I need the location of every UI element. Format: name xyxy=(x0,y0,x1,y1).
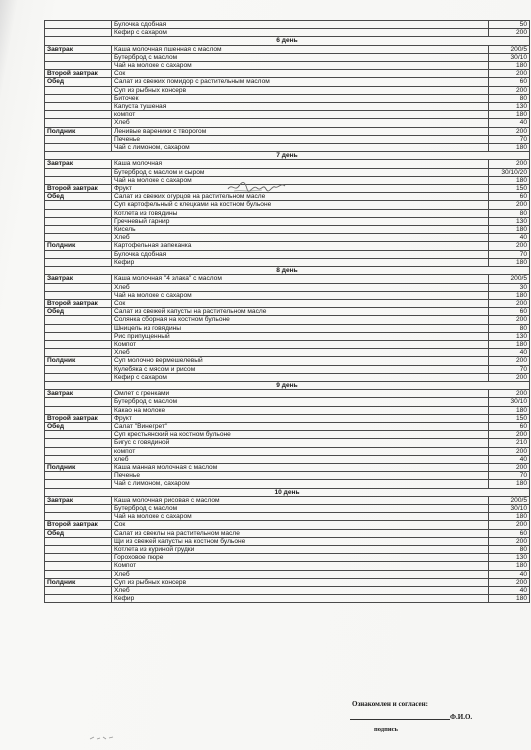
portion-cell: 180 xyxy=(489,62,530,70)
dish-cell: Гречневый гарнир xyxy=(112,217,489,225)
dish-cell: Суп из рыбных консерв xyxy=(112,578,489,586)
portion-cell: 200 xyxy=(489,537,530,545)
dish-cell: Салат из свежих огурцов на растительном масле xyxy=(112,193,489,201)
portion-cell: 180 xyxy=(489,406,530,414)
dish-cell: хлеб xyxy=(112,455,489,463)
menu-row xyxy=(45,422,530,430)
dish-cell: Капуста тушеная xyxy=(112,103,489,111)
dish-cell: Биточек xyxy=(112,94,489,102)
portion-cell: 200 xyxy=(489,578,530,586)
portion-cell: 70 xyxy=(489,250,530,258)
meal-cell xyxy=(45,373,112,381)
meal-cell: Второй завтрак xyxy=(45,521,112,529)
dish-cell: Чай на молоке с сахаром xyxy=(112,513,489,521)
menu-row xyxy=(45,480,530,488)
meal-cell: Полдник xyxy=(45,357,112,365)
menu-row xyxy=(45,447,530,455)
portion-cell: 150 xyxy=(489,185,530,193)
meal-cell: Завтрак xyxy=(45,45,112,53)
meal-cell xyxy=(45,21,112,29)
dish-cell: Булочка сдобная xyxy=(112,250,489,258)
fio-label: Ф.И.О. xyxy=(450,713,473,721)
menu-row xyxy=(45,308,530,316)
portion-cell: 40 xyxy=(489,119,530,127)
dish-cell: Бутерброд с маслом xyxy=(112,53,489,61)
portion-cell: 180 xyxy=(489,144,530,152)
menu-row xyxy=(45,86,530,94)
portion-cell: 180 xyxy=(489,340,530,348)
portion-cell: 60 xyxy=(489,193,530,201)
acknowledgement-label: Ознакомлен и согласен: xyxy=(352,700,428,708)
portion-cell: 60 xyxy=(489,529,530,537)
menu-row xyxy=(45,119,530,127)
menu-row xyxy=(45,299,530,307)
portion-cell: 70 xyxy=(489,472,530,480)
dish-cell: Солянка сборная на костном бульоне xyxy=(112,316,489,324)
day-header-row xyxy=(45,381,530,389)
dish-cell: Хлеб xyxy=(112,570,489,578)
dish-cell: Бутерброд с маслом xyxy=(112,398,489,406)
menu-row xyxy=(45,242,530,250)
dish-cell: Какао на молоке xyxy=(112,406,489,414)
meal-cell xyxy=(45,217,112,225)
menu-row xyxy=(45,546,530,554)
meal-cell xyxy=(45,472,112,480)
dish-cell: компот xyxy=(112,111,489,119)
portion-cell: 130 xyxy=(489,332,530,340)
portion-cell: 200 xyxy=(489,316,530,324)
meal-cell xyxy=(45,398,112,406)
menu-row xyxy=(45,513,530,521)
dish-cell: Ленивые вареники с творогом xyxy=(112,127,489,135)
dish-cell: Печенье xyxy=(112,135,489,143)
dish-cell: Чай с лимоном, сахаром xyxy=(112,480,489,488)
meal-cell xyxy=(45,201,112,209)
dish-cell: Чай на молоке с сахаром xyxy=(112,291,489,299)
menu-row xyxy=(45,537,530,545)
dish-cell: Салат из свежей капусты на растительном масле xyxy=(112,308,489,316)
meal-cell xyxy=(45,447,112,455)
portion-cell: 180 xyxy=(489,258,530,266)
portion-cell: 200 xyxy=(489,431,530,439)
portion-cell: 180 xyxy=(489,513,530,521)
portion-cell: 210 xyxy=(489,439,530,447)
portion-cell: 200 xyxy=(489,127,530,135)
portion-cell: 180 xyxy=(489,176,530,184)
dish-cell: Фрукт xyxy=(112,185,489,193)
day-header: 6 день xyxy=(45,37,530,45)
day-header: 9 день xyxy=(45,381,530,389)
menu-row xyxy=(45,562,530,570)
dish-cell: Суп молочно вермешелевый xyxy=(112,357,489,365)
portion-cell: 130 xyxy=(489,554,530,562)
menu-row xyxy=(45,554,530,562)
meal-cell: Полдник xyxy=(45,127,112,135)
meal-cell xyxy=(45,595,112,603)
portion-cell: 70 xyxy=(489,135,530,143)
day-header-row xyxy=(45,37,530,45)
portion-cell: 30/10 xyxy=(489,504,530,512)
menu-row xyxy=(45,357,530,365)
menu-row xyxy=(45,504,530,512)
menu-row xyxy=(45,94,530,102)
ink-smudge xyxy=(88,733,118,743)
meal-cell: Завтрак xyxy=(45,160,112,168)
menu-row xyxy=(45,62,530,70)
meal-cell xyxy=(45,365,112,373)
dish-cell: Кисель xyxy=(112,226,489,234)
menu-table xyxy=(44,20,530,603)
portion-cell: 80 xyxy=(489,94,530,102)
meal-cell xyxy=(45,86,112,94)
portion-cell: 30/10 xyxy=(489,53,530,61)
portion-cell: 50 xyxy=(489,21,530,29)
portion-cell: 200/5 xyxy=(489,275,530,283)
menu-row xyxy=(45,144,530,152)
dish-cell: Чай на молоке с сахаром xyxy=(112,176,489,184)
meal-cell: Завтрак xyxy=(45,275,112,283)
meal-cell: Обед xyxy=(45,193,112,201)
portion-cell: 40 xyxy=(489,349,530,357)
meal-cell: Завтрак xyxy=(45,390,112,398)
portion-cell: 130 xyxy=(489,103,530,111)
portion-cell: 200 xyxy=(489,299,530,307)
meal-cell xyxy=(45,431,112,439)
meal-cell xyxy=(45,144,112,152)
menu-row xyxy=(45,521,530,529)
portion-cell: 180 xyxy=(489,562,530,570)
meal-cell xyxy=(45,546,112,554)
menu-row xyxy=(45,21,530,29)
menu-row xyxy=(45,595,530,603)
portion-cell: 200 xyxy=(489,242,530,250)
portion-cell: 60 xyxy=(489,308,530,316)
meal-cell xyxy=(45,324,112,332)
menu-row xyxy=(45,209,530,217)
portion-cell: 40 xyxy=(489,570,530,578)
dish-cell: Котлета из куриной грудки xyxy=(112,546,489,554)
portion-cell: 200/5 xyxy=(489,496,530,504)
dish-cell: Сок xyxy=(112,521,489,529)
menu-row xyxy=(45,439,530,447)
dish-cell: Каша молочная "4 злака" с маслом xyxy=(112,275,489,283)
meal-cell xyxy=(45,62,112,70)
dish-cell: Суп крестьянский на костном бульоне xyxy=(112,431,489,439)
menu-row xyxy=(45,496,530,504)
portion-cell: 180 xyxy=(489,111,530,119)
portion-cell: 200/5 xyxy=(489,45,530,53)
meal-cell xyxy=(45,111,112,119)
day-header: 10 день xyxy=(45,488,530,496)
dish-cell: Булочка сдобная xyxy=(112,21,489,29)
meal-cell xyxy=(45,340,112,348)
portion-cell: 200 xyxy=(489,29,530,37)
dish-cell: Каша молочная пшенная с маслом xyxy=(112,45,489,53)
portion-cell: 30/10 xyxy=(489,398,530,406)
meal-cell xyxy=(45,168,112,176)
meal-cell: Обед xyxy=(45,529,112,537)
portion-cell: 150 xyxy=(489,414,530,422)
menu-row xyxy=(45,431,530,439)
dish-cell: Печенье xyxy=(112,472,489,480)
menu-row xyxy=(45,570,530,578)
meal-cell xyxy=(45,283,112,291)
dish-cell: Хлеб xyxy=(112,349,489,357)
dish-cell: Бигус с говядиной xyxy=(112,439,489,447)
menu-row xyxy=(45,258,530,266)
meal-cell xyxy=(45,176,112,184)
menu-table-body xyxy=(45,21,530,603)
meal-cell: Обед xyxy=(45,308,112,316)
meal-cell xyxy=(45,439,112,447)
meal-cell xyxy=(45,94,112,102)
dish-cell: Рис припущенный xyxy=(112,332,489,340)
meal-cell xyxy=(45,562,112,570)
menu-row xyxy=(45,53,530,61)
day-header-row xyxy=(45,152,530,160)
portion-cell: 200 xyxy=(489,521,530,529)
dish-cell: Суп из рыбных консерв xyxy=(112,86,489,94)
dish-cell: Салат "Винегрет" xyxy=(112,422,489,430)
dish-cell: Бутерброд с маслом xyxy=(112,504,489,512)
menu-row xyxy=(45,365,530,373)
dish-cell: Хлеб xyxy=(112,234,489,242)
dish-cell: Чай с лимоном, сахаром xyxy=(112,144,489,152)
dish-cell: Бутерброд с маслом и сыром xyxy=(112,168,489,176)
meal-cell: Второй завтрак xyxy=(45,70,112,78)
menu-row xyxy=(45,316,530,324)
menu-row xyxy=(45,160,530,168)
menu-row xyxy=(45,463,530,471)
menu-row xyxy=(45,168,530,176)
portion-cell: 40 xyxy=(489,234,530,242)
menu-row xyxy=(45,135,530,143)
dish-cell: Компот xyxy=(112,562,489,570)
dish-cell: Суп картофельный с клецками на костном бульоне xyxy=(112,201,489,209)
meal-cell xyxy=(45,537,112,545)
portion-cell: 200 xyxy=(489,160,530,168)
menu-row xyxy=(45,201,530,209)
dish-cell: Котлета из говядины xyxy=(112,209,489,217)
menu-row xyxy=(45,111,530,119)
menu-row xyxy=(45,349,530,357)
meal-cell xyxy=(45,258,112,266)
menu-row xyxy=(45,332,530,340)
meal-cell xyxy=(45,513,112,521)
portion-cell: 40 xyxy=(489,455,530,463)
portion-cell: 200 xyxy=(489,373,530,381)
dish-cell: Картофельная запеканка xyxy=(112,242,489,250)
meal-cell xyxy=(45,291,112,299)
dish-cell: Каша молочная рисовая с маслом xyxy=(112,496,489,504)
menu-row xyxy=(45,226,530,234)
meal-cell: Завтрак xyxy=(45,496,112,504)
dish-cell: Хлеб xyxy=(112,587,489,595)
dish-cell: Салат из свеклы на растительном масле xyxy=(112,529,489,537)
meal-cell: Второй завтрак xyxy=(45,414,112,422)
meal-cell xyxy=(45,135,112,143)
meal-cell: Полдник xyxy=(45,463,112,471)
menu-row xyxy=(45,390,530,398)
menu-row xyxy=(45,406,530,414)
menu-row xyxy=(45,373,530,381)
dish-cell: Каша молочная xyxy=(112,160,489,168)
dish-cell: Кефир xyxy=(112,595,489,603)
day-header: 7 день xyxy=(45,152,530,160)
dish-cell: Хлеб xyxy=(112,283,489,291)
meal-cell xyxy=(45,554,112,562)
meal-cell xyxy=(45,455,112,463)
portion-cell: 60 xyxy=(489,78,530,86)
dish-cell: Сок xyxy=(112,70,489,78)
portion-cell: 30 xyxy=(489,283,530,291)
meal-cell xyxy=(45,406,112,414)
menu-row xyxy=(45,103,530,111)
menu-row xyxy=(45,398,530,406)
menu-row xyxy=(45,578,530,586)
dish-cell: Хлеб xyxy=(112,119,489,127)
dish-cell: Кулебяка с мясом и рисом xyxy=(112,365,489,373)
meal-cell: Обед xyxy=(45,78,112,86)
menu-row xyxy=(45,217,530,225)
meal-cell xyxy=(45,480,112,488)
portion-cell: 40 xyxy=(489,587,530,595)
portion-cell: 200 xyxy=(489,390,530,398)
signature-line[interactable] xyxy=(350,719,450,720)
menu-row xyxy=(45,78,530,86)
day-header-row xyxy=(45,267,530,275)
menu-row xyxy=(45,70,530,78)
dish-cell: Каша манная молочная с маслом xyxy=(112,463,489,471)
portion-cell: 60 xyxy=(489,422,530,430)
dish-cell: Чай на молоке с сахаром xyxy=(112,62,489,70)
portion-cell: 200 xyxy=(489,447,530,455)
dish-cell: Кефир xyxy=(112,258,489,266)
dish-cell: Омлет с гренками xyxy=(112,390,489,398)
portion-cell: 180 xyxy=(489,226,530,234)
meal-cell xyxy=(45,349,112,357)
portion-cell: 200 xyxy=(489,463,530,471)
menu-row xyxy=(45,472,530,480)
portion-cell: 180 xyxy=(489,480,530,488)
menu-row xyxy=(45,234,530,242)
portion-cell: 200 xyxy=(489,201,530,209)
meal-cell xyxy=(45,332,112,340)
meal-cell xyxy=(45,103,112,111)
meal-cell xyxy=(45,316,112,324)
meal-cell xyxy=(45,119,112,127)
dish-cell: Щи из свежей капусты на костном бульоне xyxy=(112,537,489,545)
portion-cell: 200 xyxy=(489,70,530,78)
meal-cell: Второй завтрак xyxy=(45,299,112,307)
menu-row xyxy=(45,45,530,53)
menu-row xyxy=(45,529,530,537)
meal-cell: Полдник xyxy=(45,242,112,250)
meal-cell: Полдник xyxy=(45,578,112,586)
portion-cell: 80 xyxy=(489,546,530,554)
dish-cell: Кефир с сахаром xyxy=(112,373,489,381)
portion-cell: 80 xyxy=(489,324,530,332)
dish-cell: Компот xyxy=(112,340,489,348)
menu-row xyxy=(45,587,530,595)
meal-cell xyxy=(45,587,112,595)
meal-cell: Второй завтрак xyxy=(45,185,112,193)
meal-cell xyxy=(45,209,112,217)
portion-cell: 130 xyxy=(489,217,530,225)
menu-row xyxy=(45,29,530,37)
dish-cell: компот xyxy=(112,447,489,455)
dish-cell: Гороховое пюре xyxy=(112,554,489,562)
portion-cell: 180 xyxy=(489,595,530,603)
meal-cell xyxy=(45,570,112,578)
day-header-row xyxy=(45,488,530,496)
menu-row xyxy=(45,291,530,299)
portion-cell: 200 xyxy=(489,357,530,365)
dish-cell: Салат из свежих помидор с растительным маслом xyxy=(112,78,489,86)
meal-cell xyxy=(45,234,112,242)
menu-row xyxy=(45,275,530,283)
handwritten-note xyxy=(226,180,288,194)
dish-cell: Фрукт xyxy=(112,414,489,422)
menu-row xyxy=(45,250,530,258)
meal-cell xyxy=(45,504,112,512)
meal-cell xyxy=(45,250,112,258)
portion-cell: 180 xyxy=(489,291,530,299)
menu-row xyxy=(45,283,530,291)
day-header: 8 день xyxy=(45,267,530,275)
portion-cell: 70 xyxy=(489,365,530,373)
dish-cell: Кефир с сахаром xyxy=(112,29,489,37)
menu-row xyxy=(45,340,530,348)
menu-row xyxy=(45,455,530,463)
dish-cell: Сок xyxy=(112,299,489,307)
portion-cell: 80 xyxy=(489,209,530,217)
portion-cell: 30/10/20 xyxy=(489,168,530,176)
meal-cell: Обед xyxy=(45,422,112,430)
menu-row xyxy=(45,414,530,422)
menu-row xyxy=(45,324,530,332)
dish-cell: Шницель из говядины xyxy=(112,324,489,332)
portion-cell: 200 xyxy=(489,86,530,94)
meal-cell xyxy=(45,29,112,37)
meal-cell xyxy=(45,53,112,61)
menu-row xyxy=(45,127,530,135)
meal-cell xyxy=(45,226,112,234)
signature-label: подпись xyxy=(374,726,398,733)
